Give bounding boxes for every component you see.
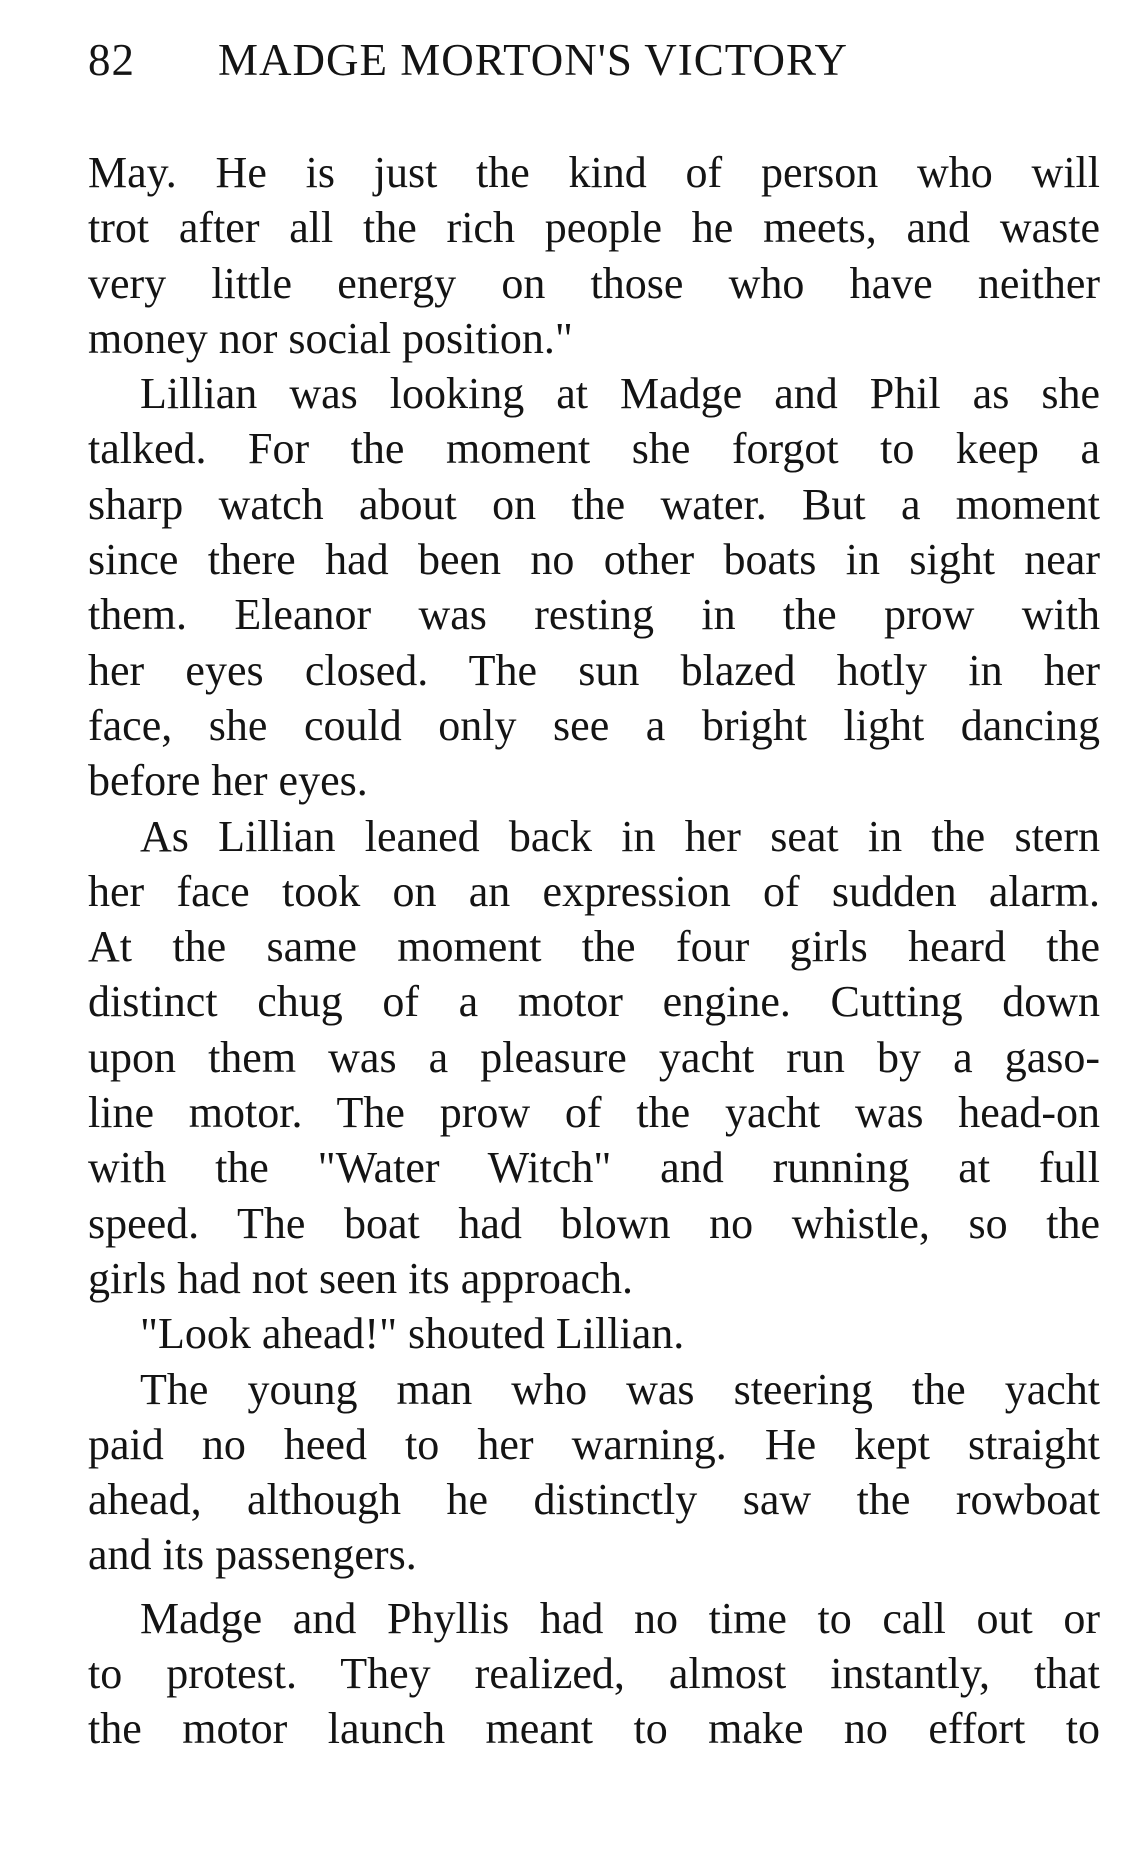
text-line: the motor launch meant to make no effort to	[88, 1704, 1100, 1754]
text-line: to protest. They realized, almost instantly, that	[88, 1649, 1100, 1699]
paragraph	[88, 1362, 1100, 1583]
body-text	[88, 145, 1100, 1757]
text-line: face, she could only see a bright light dancing	[88, 700, 1100, 750]
text-line: Lillian was looking at Madge and Phil as she	[140, 369, 1100, 419]
paragraph	[88, 809, 1100, 1307]
text-line: ahead, although he distinctly saw the rowboat	[88, 1475, 1100, 1525]
text-line: upon them was a pleasure yacht run by a gaso-	[88, 1032, 1100, 1082]
text-line: money nor social position."	[88, 313, 573, 363]
paragraph-gap	[88, 1583, 1100, 1591]
text-line: Madge and Phyllis had no time to call out or	[140, 1593, 1100, 1643]
text-line: girls had not seen its approach.	[88, 1253, 633, 1303]
text-line: since there had been no other boats in sight near	[88, 535, 1100, 585]
paragraph	[88, 145, 1100, 366]
text-line: her face took on an expression of sudden alarm.	[88, 866, 1100, 916]
paragraph	[88, 1306, 1100, 1361]
text-line: talked. For the moment she forgot to keep a	[88, 424, 1100, 474]
text-line: May. He is just the kind of person who will	[88, 148, 1100, 197]
text-line: trot after all the rich people he meets, and waste	[88, 203, 1100, 253]
text-line: before her eyes.	[88, 756, 368, 806]
text-line: "Look ahead!" shouted Lillian.	[140, 1309, 685, 1359]
text-line: sharp watch about on the water. But a moment	[88, 479, 1100, 529]
text-line: As Lillian leaned back in her seat in the stern	[140, 811, 1100, 861]
paragraph	[88, 1591, 1100, 1757]
paragraph	[88, 366, 1100, 808]
text-line: speed. The boat had blown no whistle, so the	[88, 1198, 1100, 1248]
text-line: distinct chug of a motor engine. Cutting down	[88, 977, 1100, 1027]
text-line: and its passengers.	[88, 1530, 417, 1580]
text-line: paid no heed to her warning. He kept straight	[88, 1419, 1100, 1469]
page-header	[88, 30, 848, 90]
text-line: At the same moment the four girls heard the	[88, 922, 1100, 972]
text-line: them. Eleanor was resting in the prow with	[88, 590, 1100, 640]
text-line: very little energy on those who have neither	[88, 258, 1100, 308]
text-line: line motor. The prow of the yacht was head-on	[88, 1088, 1100, 1138]
running-title: MADGE MORTON'S VICTORY	[218, 35, 849, 85]
page-number: 82	[88, 35, 135, 85]
text-line: with the "Water Witch" and running at full	[88, 1143, 1100, 1193]
text-line: The young man who was steering the yacht	[140, 1364, 1100, 1414]
text-line: her eyes closed. The sun blazed hotly in her	[88, 645, 1100, 695]
